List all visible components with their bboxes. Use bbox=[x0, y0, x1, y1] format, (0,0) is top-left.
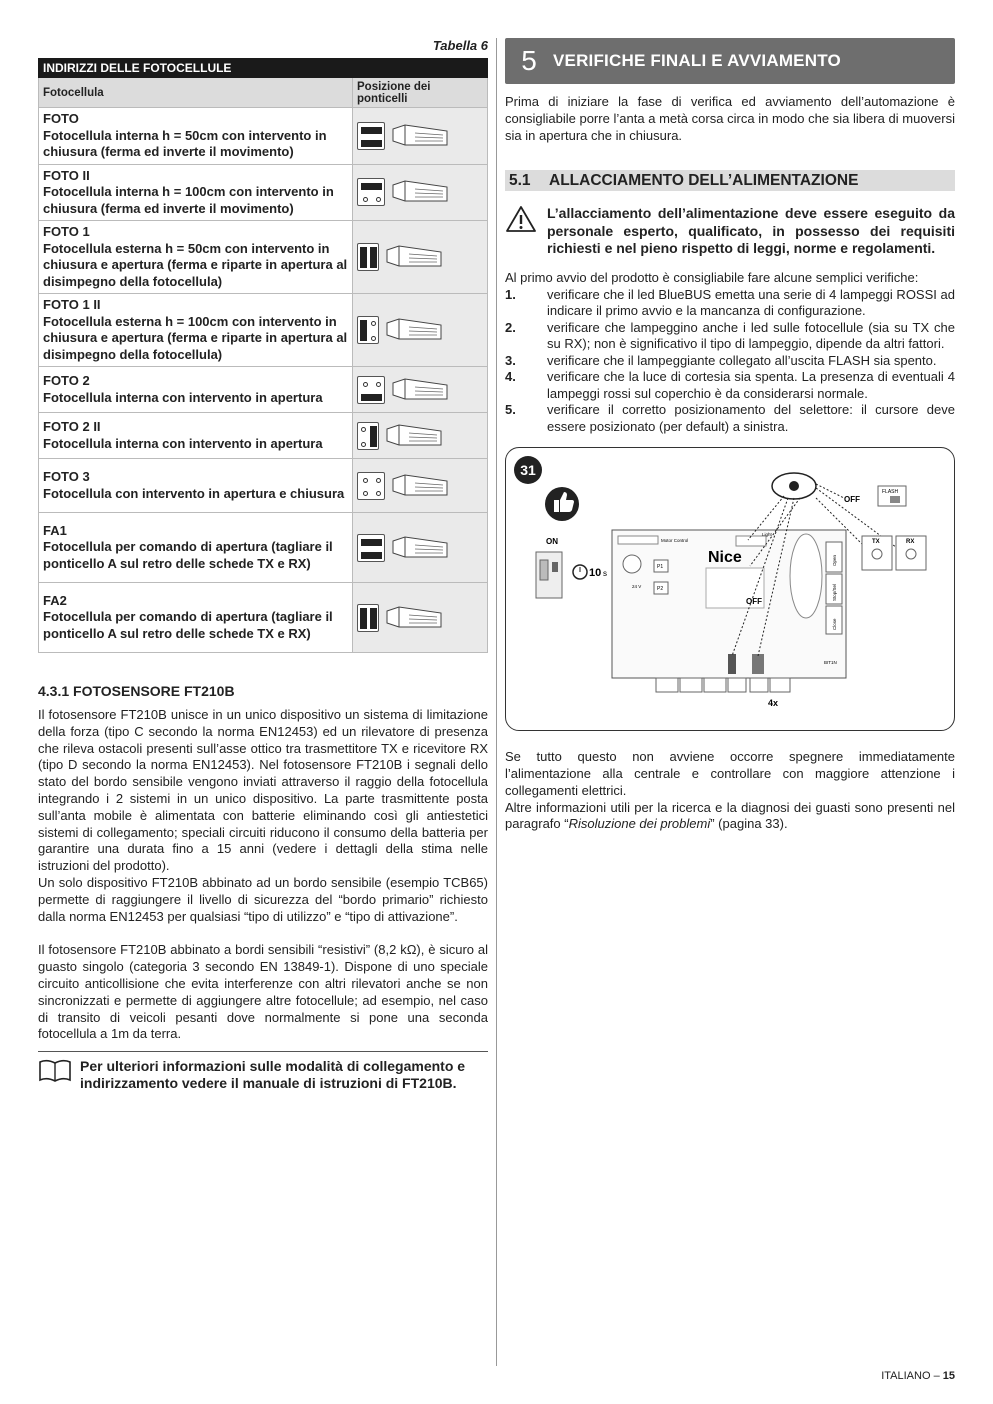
photocell-description: Fotocellula interna con intervento in apertura bbox=[43, 389, 323, 405]
photocell-name: FOTO 1 II bbox=[43, 297, 101, 312]
jumper-diagram-icon bbox=[357, 422, 379, 450]
table-row bbox=[39, 108, 488, 165]
step-text: verificare che il led BlueBUS emetta una serie di 4 lampeggi ROSSI ad indicare il primo avvio e la mancanza di configurazione. bbox=[547, 286, 955, 319]
divider bbox=[38, 1051, 488, 1052]
jumper-diagram-icon bbox=[357, 122, 385, 150]
circuit-breaker bbox=[536, 537, 562, 598]
photocell-name: FOTO 1 bbox=[43, 224, 90, 239]
photocell-cell bbox=[39, 367, 353, 413]
warning-block bbox=[505, 205, 955, 258]
chapter-number: 5 bbox=[521, 45, 537, 76]
figure-label-p1: P1 bbox=[657, 564, 664, 571]
control-unit-diagram bbox=[506, 448, 956, 732]
photocell-name: FA1 bbox=[43, 522, 67, 538]
photocell-name: FOTO 2 bbox=[43, 373, 90, 388]
figure-label-on: ON bbox=[546, 537, 558, 547]
photocell-name: FOTO 3 bbox=[43, 469, 90, 484]
figure-label-close: Close bbox=[832, 618, 837, 631]
photocell-board-icon bbox=[385, 244, 443, 270]
page-footer bbox=[881, 1370, 955, 1382]
eye-icon bbox=[772, 473, 816, 499]
after-paragraph-2 bbox=[505, 800, 955, 834]
figure-label-voltage: 24 V bbox=[632, 584, 642, 590]
jumper-diagram-icon bbox=[357, 316, 379, 344]
text-run: ” (pagina 33). bbox=[710, 816, 788, 832]
figure-label-tx: TX bbox=[872, 539, 880, 546]
jumper-diagram-icon bbox=[357, 376, 385, 404]
warning-icon bbox=[505, 205, 537, 258]
list-item bbox=[505, 320, 955, 353]
figure-label-light: Light bbox=[762, 532, 772, 538]
figure-label-model: BIT1N bbox=[824, 660, 837, 666]
section-header bbox=[505, 170, 955, 191]
photocell-address-table bbox=[38, 58, 488, 653]
page-number: 15 bbox=[942, 1370, 955, 1382]
photocell-description: Fotocellula per comando di apertura (tagliare il ponticello A sul retro delle schede TX e RX) bbox=[43, 609, 333, 641]
step-number: 2. bbox=[505, 319, 516, 335]
photocell-description: Fotocellula esterna h = 100cm con intervento in chiusura e apertura (ferma e riparte in apertura al disimpegno della fotocellula) bbox=[43, 313, 348, 362]
table-title: INDIRIZZI DELLE FOTOCELLULE bbox=[39, 59, 488, 78]
figure-label-seconds-unit: s bbox=[603, 569, 607, 579]
step-number: 5. bbox=[505, 402, 516, 418]
photocell-description: Fotocellula esterna h = 50cm con intervento in chiusura e apertura (ferma e riparte in apertura al disimpegno della fotocellula) bbox=[43, 240, 348, 289]
photocell-board-icon bbox=[391, 179, 449, 205]
table-row bbox=[39, 367, 488, 413]
photocell-name: FA2 bbox=[43, 592, 67, 608]
figure-label-stop-sel: Stop/Sel bbox=[832, 584, 837, 602]
chapter-header bbox=[505, 38, 955, 84]
step-number: 4. bbox=[505, 369, 516, 385]
paragraph: Il fotosensore FT210B unisce in un unico dispositivo un sistema di limitazione della forza (tipo C secondo la norma EN12453) ed un rilevatore di presenza che rileva ostacoli presenti sull’asse ottico tra trasmettitore TX e ricevitore RX (tipo D secondo la norma EN12453). Nel fotosensore FT210B i segnali dello stato del bordo sensibile vengono inviati attraverso il raggio della fotocellula integrando i 2 sistemi in un unico dispositivo. La parte trasmittente posta sull’anta mobile è alimentata con batterie eliminando così gli antiestetici sistemi di collegamento; speciali circuiti riducono il consumo della batteria per garantire una durata fino a 15 anni (vedere i dettagli della stima nelle istruzioni del prodotto). bbox=[38, 707, 488, 874]
book-icon bbox=[38, 1058, 72, 1089]
jumper-position-cell bbox=[353, 513, 488, 583]
check-list bbox=[505, 287, 955, 436]
list-item bbox=[505, 369, 955, 402]
photocell-description: Fotocellula per comando di apertura (tagliare il ponticello A sul retro delle schede TX e RX) bbox=[43, 539, 333, 571]
text-run: Altre informazioni utili per la ricerca e la diagnosi dei guasti sono presenti nel paragrafo “ bbox=[505, 799, 955, 832]
figure-label-flash: FLASH bbox=[882, 489, 899, 496]
after-paragraph: Se tutto questo non avviene occorre spegnere immediatamente l’alimentazione alla centrale e controllare con maggiore attenzione i collegamenti elettrici. bbox=[505, 749, 955, 798]
table-row bbox=[39, 221, 488, 294]
table-row bbox=[39, 459, 488, 513]
step-text: verificare che lampeggino anche i led sulle fotocellule (sia su TX che su RX); non è significativo il tipo di lampeggio, dipende da altri fattori. bbox=[547, 319, 955, 352]
jumper-position-cell bbox=[353, 413, 488, 459]
photocell-board-icon bbox=[391, 535, 449, 561]
jumper-diagram-icon bbox=[357, 243, 379, 271]
right-column bbox=[505, 38, 955, 833]
figure-31 bbox=[505, 447, 955, 731]
list-item bbox=[505, 287, 955, 320]
photocell-description: Fotocellula interna con intervento in apertura bbox=[43, 435, 323, 451]
jumper-diagram-icon bbox=[357, 604, 379, 632]
photocell-cell bbox=[39, 583, 353, 653]
figure-label-seconds: 10 bbox=[589, 567, 602, 580]
jumper-position-cell bbox=[353, 221, 488, 294]
terminal-blocks bbox=[656, 678, 790, 692]
jumper-position-cell bbox=[353, 459, 488, 513]
step-number: 1. bbox=[505, 286, 516, 302]
step-text: verificare che il lampeggiante collegato all’uscita FLASH sia spento. bbox=[547, 352, 937, 368]
thumbs-up-icon bbox=[545, 487, 579, 521]
checks-intro: Al primo avvio del prodotto è consigliabile fare alcune semplici verifiche: bbox=[505, 269, 919, 285]
photocell-board-icon bbox=[391, 123, 449, 149]
troubleshooting-ref: Risoluzione dei problemi bbox=[568, 816, 711, 832]
note-text: Per ulteriori informazioni sulle modalità di collegamento e indirizzamento vedere il manuale di istruzioni di FT210B. bbox=[80, 1058, 466, 1092]
photocell-cell bbox=[39, 108, 353, 165]
col-header-photocell: Fotocellula bbox=[39, 78, 353, 108]
table-caption: Tabella 6 bbox=[432, 38, 488, 53]
warning-text: L’allacciamento dell’alimentazione deve essere eseguito da personale esperto, qualificato, in possesso dei requisiti richiesti e nel pieno rispetto di leggi, norme e regolamenti. bbox=[547, 205, 955, 257]
figure-label-off1: OFF bbox=[844, 495, 860, 505]
photocell-name: FOTO 2 II bbox=[43, 419, 101, 434]
jumper-diagram-icon bbox=[357, 472, 385, 500]
figure-number: 31 bbox=[514, 456, 542, 484]
photocell-description: Fotocellula interna h = 50cm con intervento in chiusura (ferma ed inverte il movimento) bbox=[43, 127, 327, 159]
photocell-board-icon bbox=[385, 423, 443, 449]
photocell-cell bbox=[39, 164, 353, 221]
column-divider bbox=[496, 38, 497, 1366]
section-title: ALLACCIAMENTO DELL’ALIMENTAZIONE bbox=[549, 171, 859, 189]
photocell-board-icon bbox=[385, 605, 443, 631]
intro-paragraph: Prima di iniziare la fase di verifica ed avviamento dell’automazione è consigliabile porre l’anta a metà corsa circa in modo che sia libera di muoversi sia in apertura che in chiusura. bbox=[505, 94, 955, 143]
jumper-position-cell bbox=[353, 164, 488, 221]
table-row bbox=[39, 164, 488, 221]
paragraph: Il fotosensore FT210B abbinato a bordi sensibili “resistivi” (8,2 kΩ), è sicuro al guasto singolo (categoria 3 secondo EN 13849-1). Dispone di uno speciale circuito anticollisione che evita interferenze con altri rilevatori anche se non sincronizzati e permette di aggiungere altre fotocellule; ad esempio, nel caso di transito di veicoli pesanti dove normalmente si pone una seconda fotocellula a 1m da terra. bbox=[38, 942, 488, 1042]
photocell-cell bbox=[39, 513, 353, 583]
table-row bbox=[39, 413, 488, 459]
figure-label-rx: RX bbox=[906, 539, 915, 546]
section-heading-ft210b: 4.3.1 FOTOSENSORE FT210B bbox=[38, 683, 235, 699]
table-row bbox=[39, 513, 488, 583]
section-number: 5.1 bbox=[509, 171, 531, 189]
figure-label-p2: P2 bbox=[657, 586, 664, 593]
col-header-position: Posizione dei ponticelli bbox=[353, 78, 488, 108]
chapter-title: VERIFICHE FINALI E AVVIAMENTO bbox=[553, 51, 841, 70]
step-text: verificare il corretto posizionamento del selettore: il cursore deve essere posizionato (per default) a sinistra. bbox=[547, 402, 955, 434]
photocell-cell bbox=[39, 459, 353, 513]
photocell-cell bbox=[39, 221, 353, 294]
figure-label-times: 4x bbox=[768, 698, 779, 709]
list-item bbox=[505, 353, 955, 370]
jumper-position-cell bbox=[353, 294, 488, 367]
photocell-name: FOTO II bbox=[43, 167, 90, 183]
jumper-position-cell bbox=[353, 583, 488, 653]
photocell-board-icon bbox=[385, 317, 443, 343]
photocell-board-icon bbox=[391, 473, 449, 499]
photocell-description: Fotocellula interna h = 100cm con intervento in chiusura (ferma ed inverte il movimento) bbox=[43, 184, 334, 216]
jumper-diagram-icon bbox=[357, 534, 385, 562]
list-item bbox=[505, 402, 955, 435]
photocell-board-icon bbox=[391, 377, 449, 403]
jumper-diagram-icon bbox=[357, 178, 385, 206]
figure-label-brand: Nice bbox=[708, 549, 742, 567]
table-row bbox=[39, 583, 488, 653]
manual-note bbox=[38, 1058, 488, 1092]
paragraph: Un solo dispositivo FT210B abbinato ad un bordo sensibile (esempio TCB65) permette di raggiungere il livello di sicurezza del “bordo primario” richiesto dalla norma EN12453 per qualsiasi “tipo di utilizzo” e “tipo di attivazione”. bbox=[38, 874, 488, 924]
step-number: 3. bbox=[505, 352, 516, 368]
photocell-cell bbox=[39, 294, 353, 367]
timer-icon bbox=[573, 565, 607, 579]
photocell-description: Fotocellula con intervento in apertura e chiusura bbox=[43, 485, 345, 501]
step-text: verificare che la luce di cortesia sia spenta. La presenza di eventuali 4 lampeggi rossi sul coperchio è da considerarsi normale. bbox=[547, 369, 955, 401]
footer-lang: ITALIANO – bbox=[881, 1370, 943, 1382]
table-row bbox=[39, 294, 488, 367]
figure-label-motor-control: Motor Control bbox=[661, 538, 689, 544]
photocell-cell bbox=[39, 413, 353, 459]
figure-label-off2: OFF bbox=[746, 597, 762, 607]
photocell-name: FOTO bbox=[43, 111, 79, 126]
left-column bbox=[38, 38, 488, 1092]
jumper-position-cell bbox=[353, 367, 488, 413]
figure-label-open: Open bbox=[832, 555, 837, 567]
jumper-position-cell bbox=[353, 108, 488, 165]
